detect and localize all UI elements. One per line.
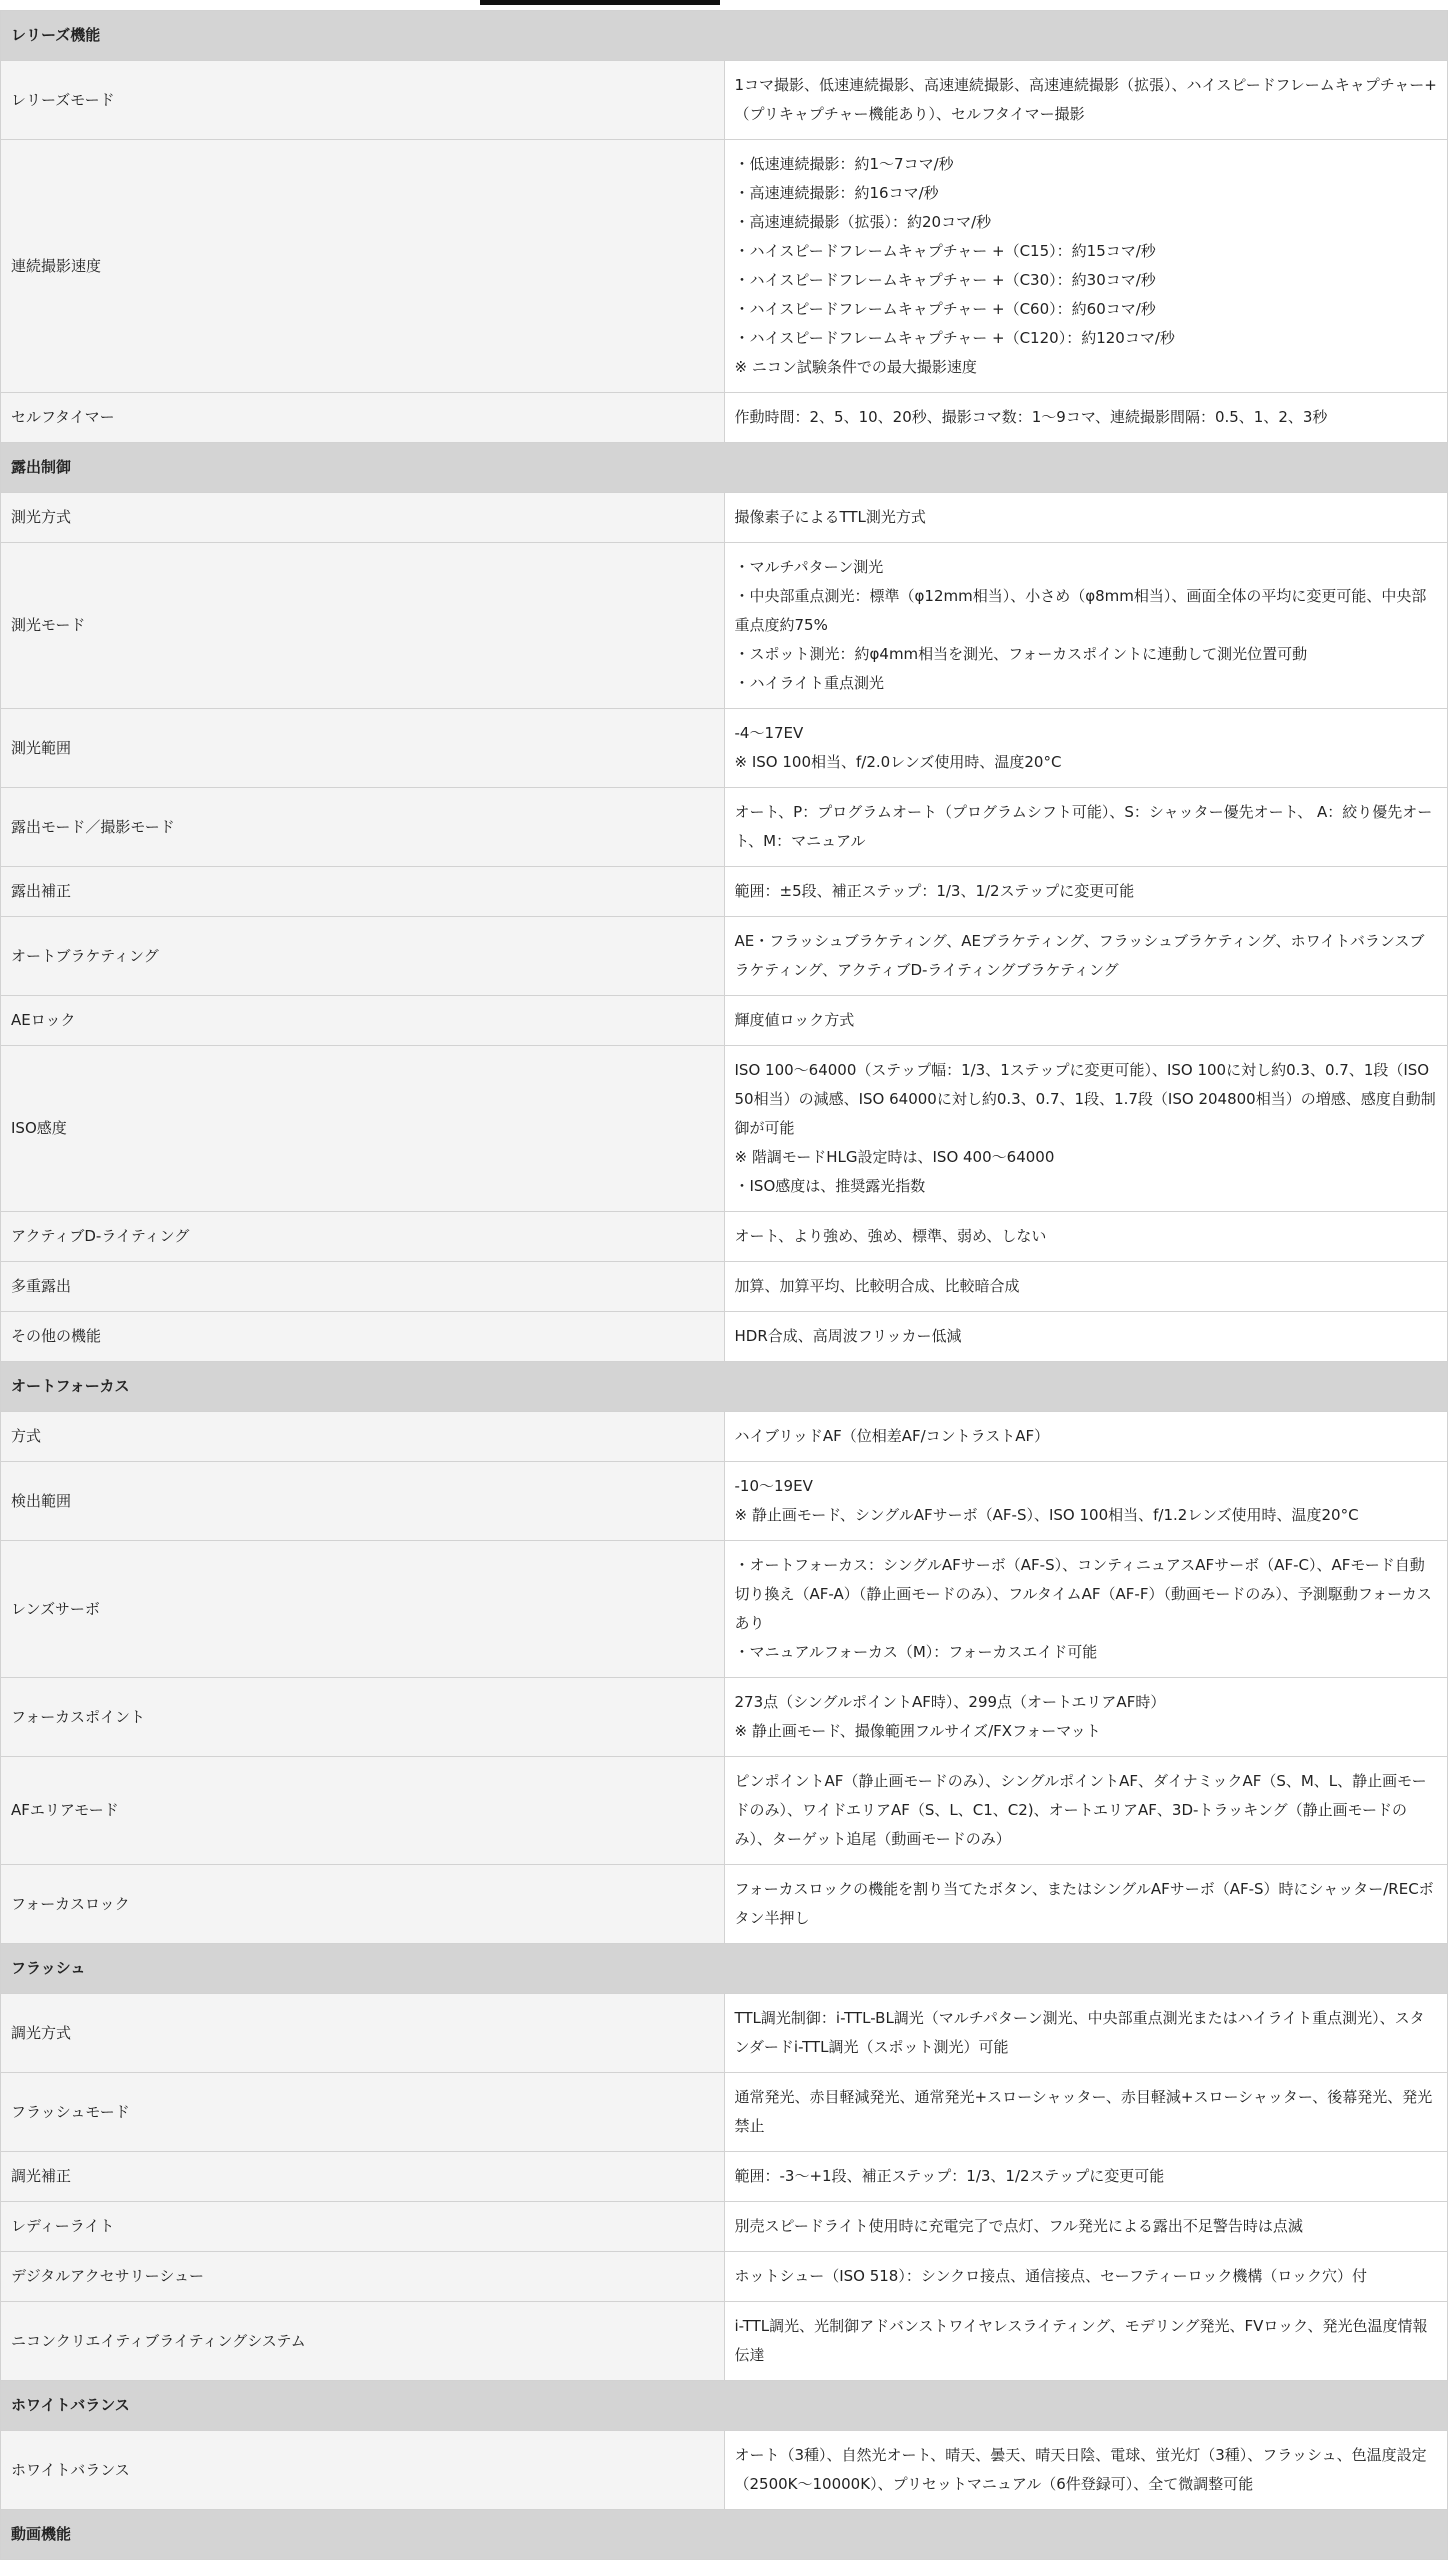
spec-row bbox=[1, 917, 1448, 996]
spec-label: ISO感度 bbox=[1, 1046, 725, 1212]
spec-row bbox=[1, 2152, 1448, 2202]
top-tab-indicator bbox=[480, 0, 720, 5]
spec-value-line: ・ISO感度は、推奨露光指数 bbox=[734, 1177, 926, 1195]
spec-label: オートブラケティング bbox=[1, 917, 725, 996]
spec-value bbox=[724, 2073, 1448, 2152]
section-title: 動画機能 bbox=[1, 2510, 1448, 2560]
spec-value bbox=[724, 1757, 1448, 1865]
spec-label: デジタルアクセサリーシュー bbox=[1, 2252, 725, 2302]
spec-table bbox=[0, 10, 1448, 2560]
spec-value-line: TTL調光制御：i-TTL-BL調光（マルチパターン測光、中央部重点測光またはハイライト重点測光）、スタンダードi-TTL調光（スポット測光）可能 bbox=[734, 2009, 1425, 2056]
spec-row bbox=[1, 1212, 1448, 1262]
spec-value bbox=[724, 1462, 1448, 1541]
spec-value bbox=[724, 140, 1448, 393]
spec-label: セルフタイマー bbox=[1, 393, 725, 443]
spec-value bbox=[724, 788, 1448, 867]
spec-value-line: ・オートフォーカス：シングルAFサーボ（AF-S）、コンティニュアスAFサーボ（AF-C）、AFモード自動切り換え（AF-A）（静止画モードのみ）、フルタイムAF（AF-F）（動画モードのみ）、予測駆動フォーカスあり bbox=[734, 1556, 1432, 1632]
spec-value bbox=[724, 393, 1448, 443]
spec-value bbox=[724, 2302, 1448, 2381]
spec-value bbox=[724, 493, 1448, 543]
spec-label: 露出補正 bbox=[1, 867, 725, 917]
top-strip bbox=[0, 0, 1448, 10]
spec-value-line: オート、より強め、強め、標準、弱め、しない bbox=[734, 1227, 1047, 1245]
spec-label: フォーカスポイント bbox=[1, 1678, 725, 1757]
spec-value-line: ※ 静止画モード、撮像範囲フルサイズ/FXフォーマット bbox=[734, 1722, 1101, 1740]
spec-row bbox=[1, 493, 1448, 543]
spec-value-line: ・高速連続撮影（拡張）：約20コマ/秒 bbox=[734, 213, 992, 231]
spec-row bbox=[1, 1678, 1448, 1757]
spec-label: 連続撮影速度 bbox=[1, 140, 725, 393]
section-title: レリーズ機能 bbox=[1, 11, 1448, 61]
spec-value-line: オート、P：プログラムオート（プログラムシフト可能）、S：シャッター優先オート、 A：絞り優先オート、M：マニュアル bbox=[734, 803, 1433, 850]
spec-value-line: ※ 階調モードHLG設定時は、ISO 400～64000 bbox=[734, 1148, 1055, 1166]
spec-label: AEロック bbox=[1, 996, 725, 1046]
spec-value bbox=[724, 1312, 1448, 1362]
spec-label: レンズサーボ bbox=[1, 1541, 725, 1678]
spec-value bbox=[724, 2252, 1448, 2302]
spec-value-line: ・高速連続撮影：約16コマ/秒 bbox=[734, 184, 939, 202]
spec-value bbox=[724, 867, 1448, 917]
section-title: 露出制御 bbox=[1, 443, 1448, 493]
spec-value-line: ISO 100～64000（ステップ幅：1/3、1ステップに変更可能）、ISO 100に対し約0.3、0.7、1段（ISO 50相当）の減感、ISO 64000に対し約0.3、0.7、1段、1.7段（ISO 204800相当）の増感、感度自動制御が可能 bbox=[734, 1061, 1436, 1137]
spec-value-line: 通常発光、赤目軽減発光、通常発光+スローシャッター、赤目軽減+スローシャッター、後幕発光、発光禁止 bbox=[734, 2088, 1433, 2135]
spec-label: 調光方式 bbox=[1, 1994, 725, 2073]
spec-value-line: i-TTL調光、光制御アドバンストワイヤレスライティング、モデリング発光、FVロック、発光色温度情報伝達 bbox=[734, 2317, 1428, 2364]
spec-value-line: ※ 静止画モード、シングルAFサーボ（AF-S）、ISO 100相当、f/1.2レンズ使用時、温度20°C bbox=[734, 1506, 1359, 1524]
spec-value bbox=[724, 2152, 1448, 2202]
spec-value-line: ・低速連続撮影：約1～7コマ/秒 bbox=[734, 155, 954, 173]
section-header-row bbox=[1, 2510, 1448, 2560]
spec-row bbox=[1, 1312, 1448, 1362]
spec-value-line: ・マニュアルフォーカス（M）：フォーカスエイド可能 bbox=[734, 1643, 1098, 1661]
section-header-row bbox=[1, 1944, 1448, 1994]
spec-value-line: ・スポット測光：約φ4mm相当を測光、フォーカスポイントに連動して測光位置可動 bbox=[734, 645, 1308, 663]
section-header-row bbox=[1, 11, 1448, 61]
spec-value-line: ハイブリッドAF（位相差AF/コントラストAF） bbox=[734, 1427, 1050, 1445]
spec-value-line: ・ハイスピードフレームキャプチャー +（C30）：約30コマ/秒 bbox=[734, 271, 1156, 289]
spec-label: 調光補正 bbox=[1, 2152, 725, 2202]
section-header-row bbox=[1, 443, 1448, 493]
spec-row bbox=[1, 1865, 1448, 1944]
spec-value bbox=[724, 2431, 1448, 2510]
spec-value-line: ・ハイスピードフレームキャプチャー +（C15）：約15コマ/秒 bbox=[734, 242, 1156, 260]
spec-value bbox=[724, 1994, 1448, 2073]
spec-value-line: ・ハイスピードフレームキャプチャー +（C120）：約120コマ/秒 bbox=[734, 329, 1175, 347]
spec-label: フォーカスロック bbox=[1, 1865, 725, 1944]
spec-value-line: ・ハイライト重点測光 bbox=[734, 674, 885, 692]
spec-value-line: ピンポイントAF（静止画モードのみ）、シングルポイントAF、ダイナミックAF（S、M、L、静止画モードのみ）、ワイドエリアAF（S、L、C1、C2)、オートエリアAF、3D-トラッキング（静止画モードのみ）、ターゲット追尾（動画モードのみ） bbox=[734, 1772, 1427, 1848]
spec-label: レディーライト bbox=[1, 2202, 725, 2252]
spec-value-line: 273点（シングルポイントAF時）、299点（オートエリアAF時） bbox=[734, 1693, 1166, 1711]
spec-row bbox=[1, 1994, 1448, 2073]
spec-label: ホワイトバランス bbox=[1, 2431, 725, 2510]
spec-row bbox=[1, 1757, 1448, 1865]
section-header-row bbox=[1, 2381, 1448, 2431]
spec-value-line: ・ハイスピードフレームキャプチャー +（C60）：約60コマ/秒 bbox=[734, 300, 1156, 318]
spec-value-line: ・マルチパターン測光 bbox=[734, 558, 884, 576]
spec-value bbox=[724, 1412, 1448, 1462]
spec-label: ニコンクリエイティブライティングシステム bbox=[1, 2302, 725, 2381]
section-title: ホワイトバランス bbox=[1, 2381, 1448, 2431]
spec-row bbox=[1, 1541, 1448, 1678]
spec-label: レリーズモード bbox=[1, 61, 725, 140]
spec-value-line: 別売スピードライト使用時に充電完了で点灯、フル発光による露出不足警告時は点滅 bbox=[734, 2217, 1303, 2235]
spec-label: その他の機能 bbox=[1, 1312, 725, 1362]
spec-value-line: 輝度値ロック方式 bbox=[734, 1011, 855, 1029]
spec-row bbox=[1, 393, 1448, 443]
spec-value-line: ※ ISO 100相当、f/2.0レンズ使用時、温度20°C bbox=[734, 753, 1062, 771]
section-header-row bbox=[1, 1362, 1448, 1412]
spec-label: 測光モード bbox=[1, 543, 725, 709]
spec-row bbox=[1, 140, 1448, 393]
spec-value-line: ※ ニコン試験条件での最大撮影速度 bbox=[734, 358, 977, 376]
spec-value bbox=[724, 1865, 1448, 1944]
spec-label: 方式 bbox=[1, 1412, 725, 1462]
spec-value bbox=[724, 1678, 1448, 1757]
spec-value-line: 撮像素子によるTTL測光方式 bbox=[734, 508, 926, 526]
spec-value-line: HDR合成、高周波フリッカー低減 bbox=[734, 1327, 962, 1345]
spec-value-line: 範囲：-3～+1段、補正ステップ：1/3、1/2ステップに変更可能 bbox=[734, 2167, 1165, 2185]
spec-label: フラッシュモード bbox=[1, 2073, 725, 2152]
spec-row bbox=[1, 1412, 1448, 1462]
spec-row bbox=[1, 61, 1448, 140]
spec-value bbox=[724, 61, 1448, 140]
spec-label: 露出モード／撮影モード bbox=[1, 788, 725, 867]
spec-value-line: 1コマ撮影、低速連続撮影、高速連続撮影、高速連続撮影（拡張）、ハイスピードフレームキャプチャー+（プリキャプチャー機能あり）、セルフタイマー撮影 bbox=[734, 76, 1437, 123]
spec-row bbox=[1, 543, 1448, 709]
spec-value bbox=[724, 543, 1448, 709]
spec-row bbox=[1, 867, 1448, 917]
spec-value-line: ・中央部重点測光：標準（φ12mm相当）、小さめ（φ8mm相当）、画面全体の平均に変更可能、中央部重点度約75% bbox=[734, 587, 1427, 634]
spec-value bbox=[724, 1212, 1448, 1262]
spec-row bbox=[1, 1262, 1448, 1312]
spec-value bbox=[724, 917, 1448, 996]
spec-value-line: -10～19EV bbox=[734, 1477, 813, 1495]
spec-row bbox=[1, 2202, 1448, 2252]
spec-value-line: ホットシュー（ISO 518）：シンクロ接点、通信接点、セーフティーロック機構（ロック穴）付 bbox=[734, 2267, 1368, 2285]
spec-row bbox=[1, 2252, 1448, 2302]
spec-row bbox=[1, 2073, 1448, 2152]
spec-row bbox=[1, 788, 1448, 867]
spec-value-line: AE・フラッシュブラケティング、AEブラケティング、フラッシュブラケティング、ホワイトバランスブラケティング、アクティブD-ライティングブラケティング bbox=[734, 932, 1425, 979]
spec-value-line: オート（3種）、自然光オート、晴天、曇天、晴天日陰、電球、蛍光灯（3種）、フラッシュ、色温度設定（2500K～10000K）、プリセットマニュアル（6件登録可）、全て微調整可能 bbox=[734, 2446, 1427, 2493]
spec-label: 測光範囲 bbox=[1, 709, 725, 788]
spec-value bbox=[724, 1046, 1448, 1212]
spec-value bbox=[724, 2202, 1448, 2252]
section-title: オートフォーカス bbox=[1, 1362, 1448, 1412]
spec-label: 測光方式 bbox=[1, 493, 725, 543]
section-title: フラッシュ bbox=[1, 1944, 1448, 1994]
spec-label: 検出範囲 bbox=[1, 1462, 725, 1541]
spec-table-body bbox=[1, 11, 1448, 2560]
spec-label: アクティブD-ライティング bbox=[1, 1212, 725, 1262]
spec-value-line: フォーカスロックの機能を割り当てたボタン、またはシングルAFサーボ（AF-S）時にシャッター/RECボタン半押し bbox=[734, 1880, 1434, 1927]
spec-value bbox=[724, 1541, 1448, 1678]
spec-value-line: 加算、加算平均、比較明合成、比較暗合成 bbox=[734, 1277, 1020, 1295]
spec-value-line: 範囲：±5段、補正ステップ：1/3、1/2ステップに変更可能 bbox=[734, 882, 1135, 900]
spec-value-line: 作動時間：2、5、10、20秒、撮影コマ数：1～9コマ、連続撮影間隔：0.5、1、2、3秒 bbox=[734, 408, 1328, 426]
spec-label: 多重露出 bbox=[1, 1262, 725, 1312]
spec-value bbox=[724, 1262, 1448, 1312]
spec-value-line: -4～17EV bbox=[734, 724, 804, 742]
spec-row bbox=[1, 2431, 1448, 2510]
spec-value bbox=[724, 709, 1448, 788]
spec-row bbox=[1, 1462, 1448, 1541]
spec-label: AFエリアモード bbox=[1, 1757, 725, 1865]
spec-row bbox=[1, 709, 1448, 788]
spec-row bbox=[1, 2302, 1448, 2381]
spec-value bbox=[724, 996, 1448, 1046]
spec-row bbox=[1, 1046, 1448, 1212]
spec-row bbox=[1, 996, 1448, 1046]
